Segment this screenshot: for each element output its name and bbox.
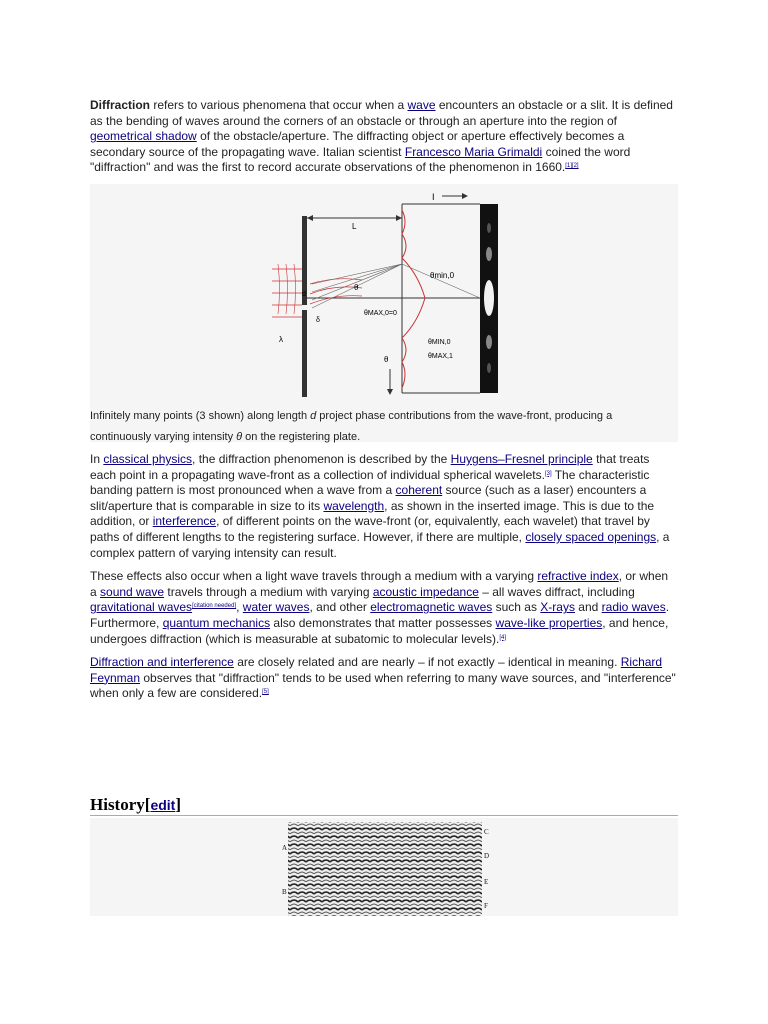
label-A: A bbox=[282, 844, 288, 852]
link-wave-like-properties[interactable]: wave-like properties bbox=[495, 615, 603, 630]
diffraction-figure bbox=[90, 184, 678, 442]
text: project phase contributions from the wave-front, producing a continuously varying intensity bbox=[90, 409, 613, 443]
arrow-head bbox=[396, 215, 402, 221]
link-x-rays[interactable]: X-rays bbox=[540, 600, 575, 615]
text: observes that "diffraction" tends to be used when referring to many wave sources, and "interference" when only a few are considered. bbox=[90, 670, 676, 701]
link-electromagnetic-waves[interactable]: electromagnetic waves bbox=[370, 600, 493, 615]
fringe bbox=[486, 335, 492, 349]
ray bbox=[312, 264, 402, 284]
text: that treats each point in a propagating wave-front as a collection of individual spherical wavelets. bbox=[90, 451, 650, 482]
link-quantum-mechanics[interactable]: quantum mechanics bbox=[162, 615, 271, 630]
label-theta: θ bbox=[354, 282, 359, 292]
text: encounters an obstacle or a slit. It is defined as the bending of waves around the corners of an obstacle or through an aperture into the region of bbox=[90, 98, 673, 128]
link-closely-spaced-openings[interactable]: closely spaced openings bbox=[525, 529, 657, 544]
history-heading bbox=[90, 795, 678, 816]
text: such as bbox=[492, 600, 541, 615]
label-F: F bbox=[484, 902, 488, 910]
link-classical-physics[interactable]: classical physics bbox=[103, 451, 193, 466]
ref-link[interactable]: [1][2] bbox=[565, 163, 579, 170]
label-lambda: λ bbox=[279, 334, 283, 344]
text: , the diffraction phenomenon is described by the bbox=[192, 451, 451, 466]
link-gravitational-waves[interactable]: gravitational waves bbox=[90, 600, 193, 615]
bracket: [ bbox=[144, 795, 151, 814]
fringe bbox=[487, 223, 491, 233]
text: are closely related and are nearly – if not exactly – identical in meaning. bbox=[233, 655, 621, 670]
label-theta-max0: θMAX,0=0 bbox=[364, 309, 397, 317]
label-theta-min0-lower: θMIN,0 bbox=[428, 338, 451, 346]
label-L: L bbox=[352, 221, 357, 231]
diffraction-diagram bbox=[90, 184, 678, 442]
article-body bbox=[90, 98, 678, 710]
citation-needed-link[interactable]: [citation needed] bbox=[192, 603, 237, 610]
text: , and other bbox=[309, 600, 371, 615]
arrow-head bbox=[307, 215, 313, 221]
slit-wall-bottom bbox=[302, 310, 307, 397]
text: , of different points on the wave-front (or, equivalently, each wavelet) that travel by paths of different lengths to the registering surface. However, if there are multiple, bbox=[90, 514, 650, 544]
link-sound-wave[interactable]: sound wave bbox=[100, 584, 165, 599]
link-radio-waves[interactable]: radio waves bbox=[601, 600, 666, 615]
fringe bbox=[487, 363, 491, 373]
ray bbox=[402, 264, 480, 298]
bracket: ] bbox=[175, 795, 182, 814]
text: In bbox=[90, 451, 104, 466]
label-C: C bbox=[484, 828, 489, 836]
label-theta-axis: θ bbox=[384, 354, 389, 364]
link-diffraction-and-interference[interactable]: Diffraction and interference bbox=[90, 655, 234, 670]
text: d bbox=[310, 409, 317, 422]
text: , a complex pattern of varying intensity can result. bbox=[90, 529, 670, 560]
ref-link[interactable]: [5] bbox=[262, 689, 269, 696]
text: of the obstacle/aperture. The diffracting object or aperture effectively becomes a secondary source of the propagating wave. Italian scientist bbox=[90, 129, 625, 159]
link-coherent[interactable]: coherent bbox=[395, 483, 443, 498]
text: θ bbox=[236, 430, 243, 443]
arrow-head bbox=[387, 389, 393, 395]
label-B: B bbox=[282, 888, 287, 896]
label-theta-max1: θMAX,1 bbox=[428, 352, 453, 360]
text: Infinitely many points (3 shown) along length bbox=[90, 409, 311, 422]
text: The characteristic banding pattern is most pronounced when a wave from a bbox=[90, 467, 650, 498]
edit-link[interactable]: edit bbox=[150, 797, 176, 813]
label-D: D bbox=[484, 852, 490, 860]
label-d: d bbox=[302, 290, 306, 298]
ref-link[interactable]: [4] bbox=[499, 634, 506, 641]
label-E: E bbox=[484, 878, 489, 886]
fringe bbox=[486, 247, 492, 261]
young-interference-drawing bbox=[90, 818, 678, 916]
link-wave[interactable]: wave bbox=[407, 98, 436, 112]
figure-caption bbox=[90, 406, 660, 448]
history-figure bbox=[90, 818, 678, 916]
link-huygens-fresnel[interactable]: Huygens–Fresnel principle bbox=[450, 451, 593, 466]
history-section bbox=[90, 795, 678, 916]
link-geometrical-shadow[interactable]: geometrical shadow bbox=[90, 129, 197, 144]
text: coined the word "diffraction" and was the first to record accurate observations of the phenomenon in 1660. bbox=[90, 144, 631, 175]
text: , as shown in the inserted image. This is due to the addition, or bbox=[90, 498, 655, 529]
paragraph-classical-physics bbox=[90, 452, 678, 561]
label-I: I bbox=[432, 191, 435, 202]
link-wavelength[interactable]: wavelength bbox=[323, 498, 385, 513]
label-theta-min0: θmin,0 bbox=[430, 270, 455, 280]
link-richard-feynman[interactable]: Richard Feynman bbox=[90, 655, 663, 685]
intensity-curve bbox=[402, 210, 425, 388]
text: source (such as a laser) encounters a slit/aperture that is comparable in size to its bbox=[90, 483, 647, 513]
text: travels through a medium with varying bbox=[164, 584, 373, 599]
link-water-waves[interactable]: water waves bbox=[242, 600, 310, 615]
central-maximum bbox=[484, 280, 494, 316]
paragraph-diffraction-interference bbox=[90, 655, 678, 702]
ray bbox=[312, 264, 402, 300]
text: . Furthermore, bbox=[90, 600, 670, 630]
link-interference[interactable]: interference bbox=[152, 514, 217, 529]
paragraph-effects bbox=[90, 569, 678, 647]
wavefronts bbox=[278, 264, 296, 314]
text: and bbox=[574, 600, 602, 615]
interference-pattern bbox=[288, 822, 482, 916]
text: These effects also occur when a light wave travels through a medium with a varying bbox=[90, 569, 538, 584]
text: , or when a bbox=[90, 569, 669, 599]
text: also demonstrates that matter possesses bbox=[270, 615, 496, 630]
text: , bbox=[236, 600, 243, 615]
intro-paragraph bbox=[90, 98, 678, 176]
label-delta: δ bbox=[316, 316, 320, 324]
link-acoustic-impedance[interactable]: acoustic impedance bbox=[372, 584, 479, 599]
ref-link[interactable]: [3] bbox=[544, 470, 552, 477]
text: , and hence, undergoes diffraction (which is measurable at subatomic to molecular levels). bbox=[90, 615, 669, 646]
text: refers to various phenomena that occur when a bbox=[150, 98, 408, 112]
text: on the registering plate. bbox=[242, 430, 361, 443]
link-grimaldi[interactable]: Francesco Maria Grimaldi bbox=[404, 144, 543, 159]
text: – all waves diffract, including bbox=[478, 584, 635, 599]
heading-text: History bbox=[90, 795, 145, 814]
arrow-head bbox=[462, 193, 468, 199]
link-refractive-index[interactable]: refractive index bbox=[537, 569, 619, 584]
term-diffraction: Diffraction bbox=[90, 98, 150, 112]
